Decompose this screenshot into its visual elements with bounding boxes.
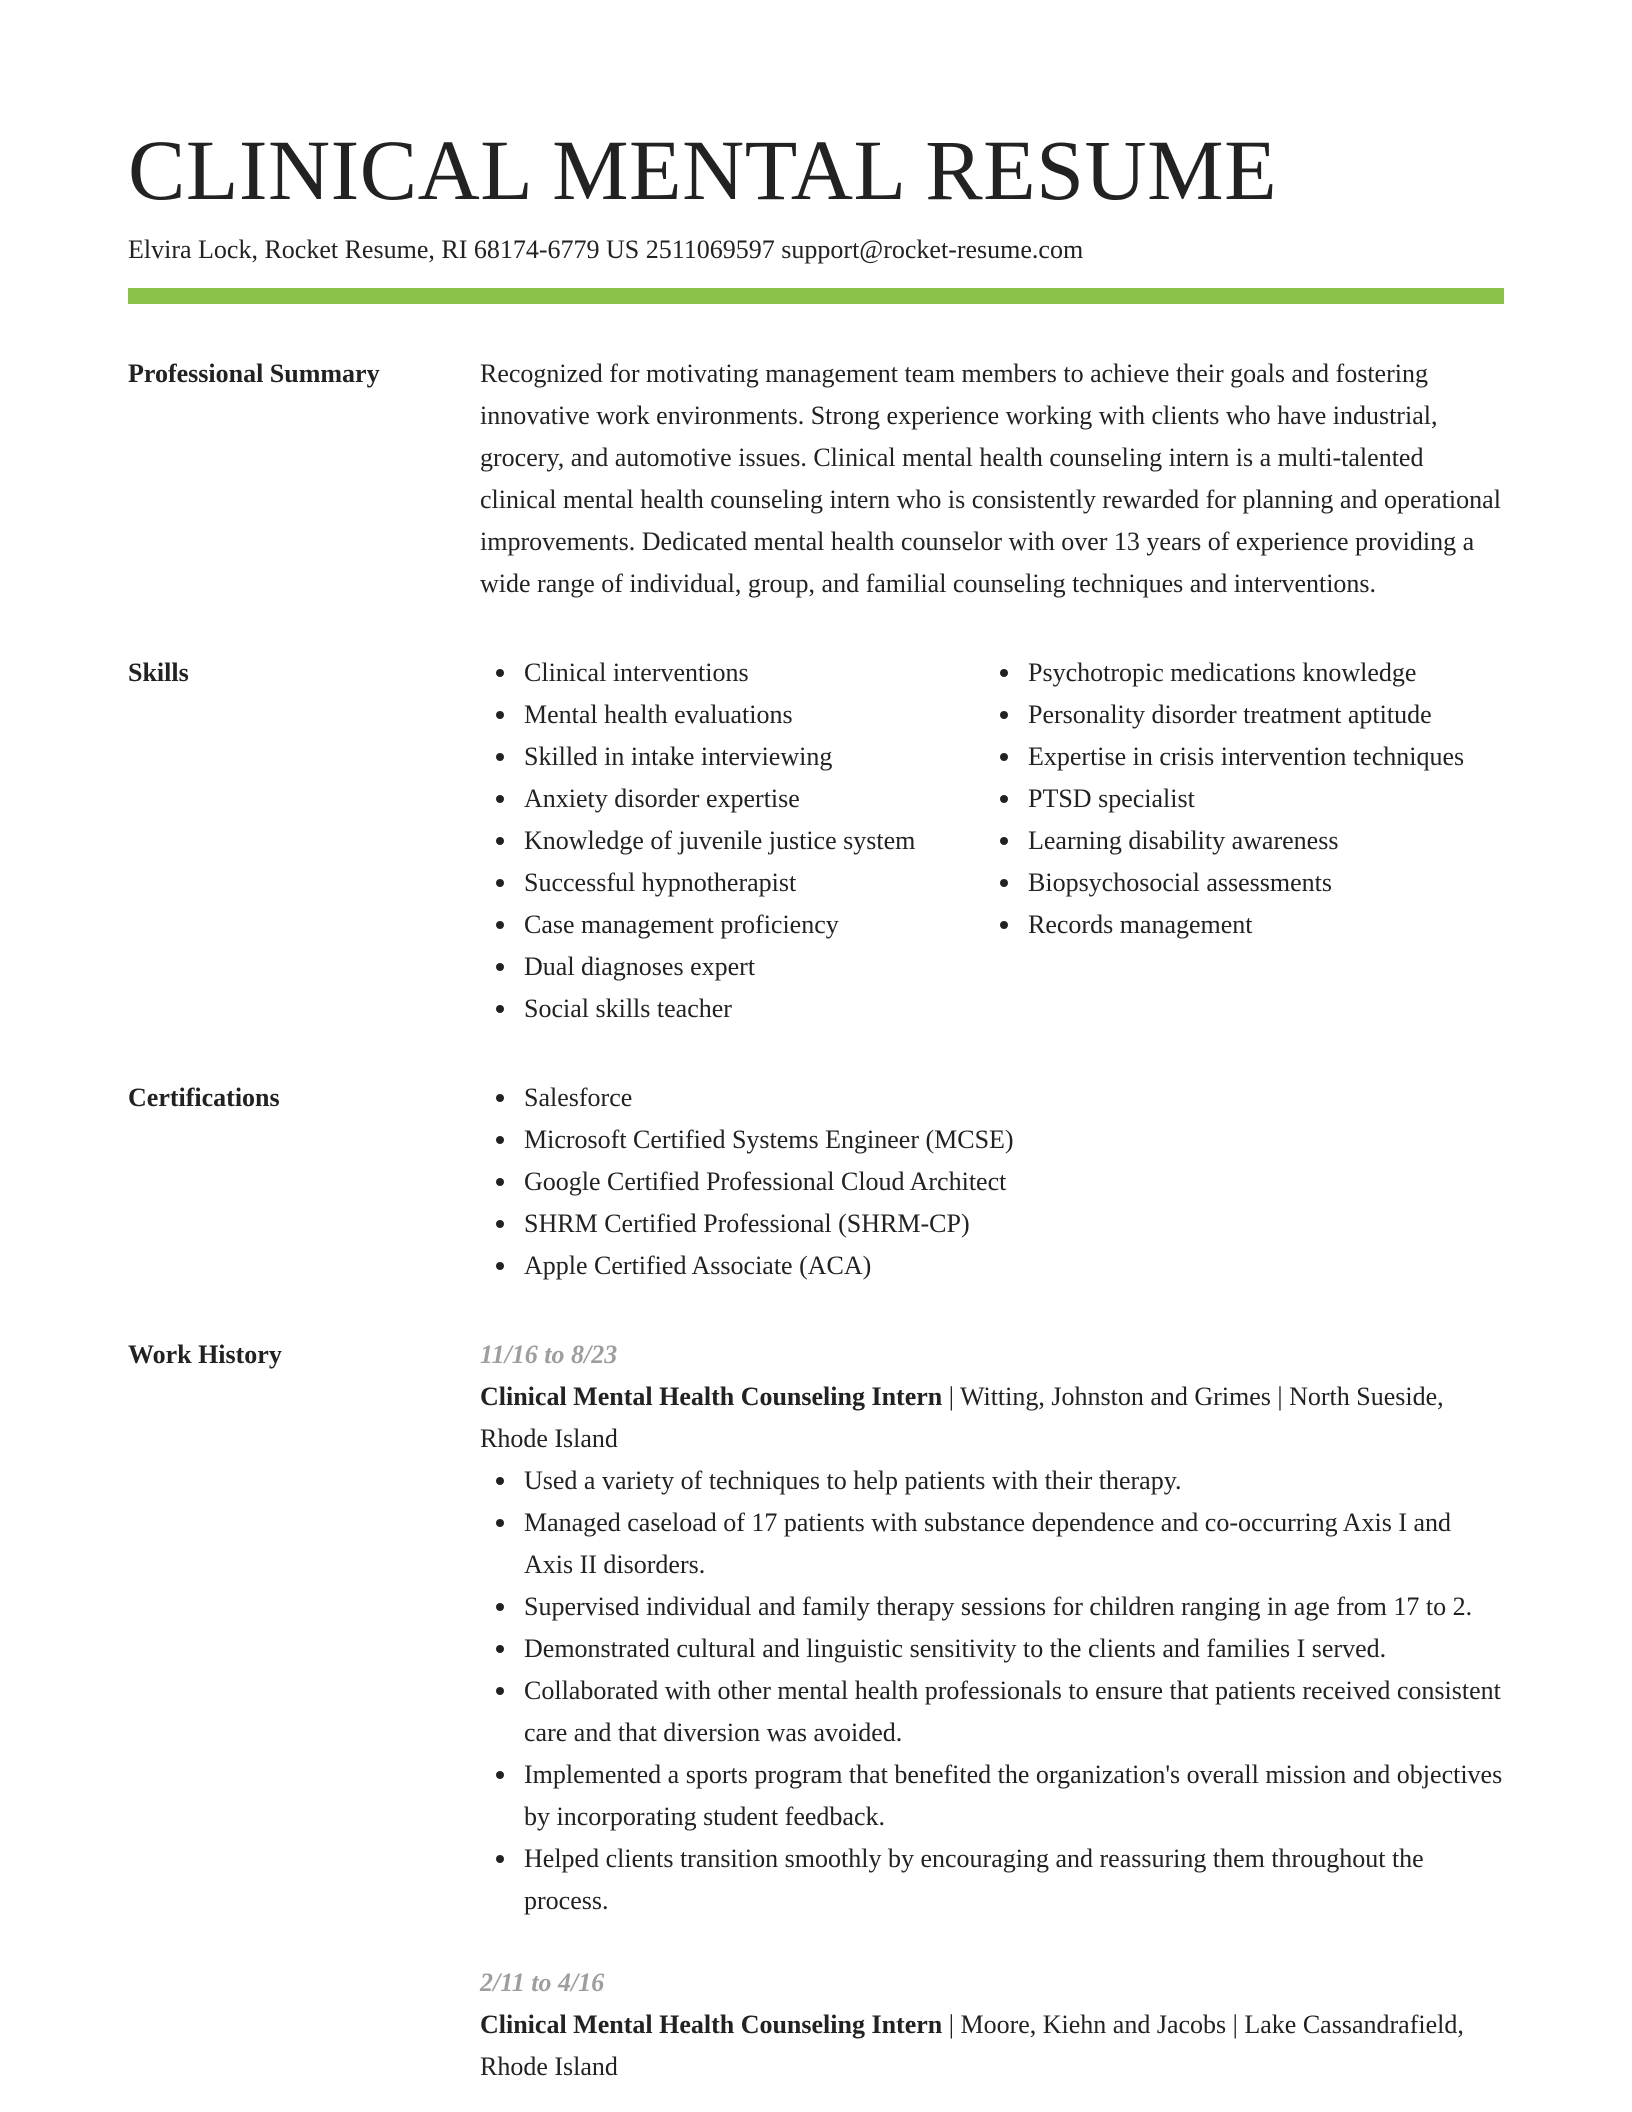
skill-item [984, 862, 1504, 904]
skill-item [984, 778, 1504, 820]
skill-item-text: Clinical interventions [524, 658, 749, 687]
job-dates: 2/11 to 4/16 [480, 1968, 605, 1997]
bullet-icon [496, 1771, 504, 1779]
certification-item-text: Google Certified Professional Cloud Architect [524, 1167, 1007, 1196]
bullet-icon [496, 879, 504, 887]
skill-item-text: Social skills teacher [524, 994, 732, 1023]
bullet-icon [496, 1855, 504, 1863]
skill-item-text: Case management proficiency [524, 910, 839, 939]
resume-title: CLINICAL MENTAL RESUME [128, 122, 1278, 218]
job-duty-item-text: Demonstrated cultural and linguistic sensitivity to the clients and families I served. [524, 1634, 1387, 1663]
skill-item [984, 820, 1504, 862]
bullet-icon [1000, 837, 1008, 845]
bullet-icon [1000, 921, 1008, 929]
skills-column-left [480, 652, 984, 1030]
bullet-icon [1000, 795, 1008, 803]
certification-item-text: Microsoft Certified Systems Engineer (MCSE) [524, 1125, 1014, 1154]
bullet-icon [1000, 669, 1008, 677]
job-dates: 11/16 to 8/23 [480, 1340, 618, 1369]
bullet-icon [496, 795, 504, 803]
skill-item [984, 736, 1504, 778]
skill-item [480, 778, 984, 820]
bullet-icon [496, 837, 504, 845]
job-duties-list [480, 1460, 1504, 1922]
job-duty-item-text: Supervised individual and family therapy sessions for children ranging in age from 17 to 2. [524, 1592, 1473, 1621]
certification-item-text: SHRM Certified Professional (SHRM-CP) [524, 1209, 970, 1238]
job-employer-location: | Moore, Kiehn and Jacobs | Lake Cassandrafield, Rhode Island [480, 2010, 1464, 2081]
job-employer-location: | Witting, Johnston and Grimes | North Sueside, Rhode Island [480, 1382, 1444, 1453]
work-history-section [128, 1337, 1504, 2088]
job-duty-item [480, 1838, 1504, 1922]
skill-item [984, 904, 1504, 946]
skill-item [480, 820, 984, 862]
bullet-icon [1000, 711, 1008, 719]
skill-item-text: Dual diagnoses expert [524, 952, 756, 981]
bullet-icon [496, 711, 504, 719]
bullet-icon [496, 963, 504, 971]
contact-line: Elvira Lock, Rocket Resume, RI 68174-6779 US 2511069597 support@rocket-resume.com [128, 235, 1084, 264]
job-role: Clinical Mental Health Counseling Intern [480, 2010, 943, 2039]
skill-item-text: Anxiety disorder expertise [524, 784, 800, 813]
work-history-body [480, 1334, 1504, 2088]
skills-list-left [480, 652, 984, 1030]
resume-page [128, 120, 1504, 2088]
skill-item-text: PTSD specialist [1028, 784, 1195, 813]
job-entry [480, 1962, 1504, 2088]
skill-item [984, 694, 1504, 736]
skills-section [128, 655, 1504, 1030]
certifications-body [480, 1077, 1504, 1287]
bullet-icon [496, 1477, 504, 1485]
job-duty-item [480, 1628, 1504, 1670]
job-entry [480, 1334, 1504, 1922]
job-duty-item-text: Managed caseload of 17 patients with substance dependence and co-occurring Axis I and Axis II disorders. [524, 1508, 1452, 1579]
skills-list-right [984, 652, 1504, 946]
bullet-icon [496, 1645, 504, 1653]
skill-item-text: Learning disability awareness [1028, 826, 1339, 855]
bullet-icon [1000, 753, 1008, 761]
job-heading [480, 1376, 1504, 1460]
job-duty-item [480, 1586, 1504, 1628]
bullet-icon [496, 921, 504, 929]
job-duty-item-text: Collaborated with other mental health professionals to ensure that patients received consistent care and that diversion was avoided. [524, 1676, 1501, 1747]
skill-item [480, 736, 984, 778]
certification-item [480, 1203, 1504, 1245]
skill-item-text: Successful hypnotherapist [524, 868, 797, 897]
summary-body [480, 353, 1504, 605]
job-heading [480, 2004, 1504, 2088]
bullet-icon [496, 1687, 504, 1695]
skill-item [480, 694, 984, 736]
skills-body [480, 652, 1504, 1030]
skill-item-text: Personality disorder treatment aptitude [1028, 700, 1432, 729]
certification-item [480, 1119, 1504, 1161]
certification-item-text: Salesforce [524, 1083, 633, 1112]
skill-item [480, 946, 984, 988]
bullet-icon [496, 1603, 504, 1611]
job-duty-item [480, 1460, 1504, 1502]
skill-item-text: Skilled in intake interviewing [524, 742, 833, 771]
certifications-label: Certifications [128, 1083, 280, 1112]
bullet-icon [496, 669, 504, 677]
skill-item [480, 862, 984, 904]
bullet-icon [496, 1136, 504, 1144]
job-duty-item [480, 1754, 1504, 1838]
skill-item-text: Knowledge of juvenile justice system [524, 826, 916, 855]
skill-item-text: Records management [1028, 910, 1253, 939]
certification-item [480, 1245, 1504, 1287]
certification-item-text: Apple Certified Associate (ACA) [524, 1251, 872, 1280]
certifications-list [480, 1077, 1504, 1287]
summary-label: Professional Summary [128, 359, 380, 388]
certification-item [480, 1161, 1504, 1203]
bullet-icon [496, 1220, 504, 1228]
job-role: Clinical Mental Health Counseling Intern [480, 1382, 943, 1411]
certification-item [480, 1077, 1504, 1119]
job-duty-item-text: Used a variety of techniques to help patients with their therapy. [524, 1466, 1182, 1495]
skill-item-text: Mental health evaluations [524, 700, 793, 729]
job-duty-item [480, 1502, 1504, 1586]
skill-item [480, 988, 984, 1030]
job-duty-item-text: Helped clients transition smoothly by encouraging and reassuring them throughout the process. [524, 1844, 1424, 1915]
summary-section [128, 356, 1504, 605]
skill-item-text: Expertise in crisis intervention techniques [1028, 742, 1465, 771]
skills-column-right [984, 652, 1504, 1030]
skill-item-text: Psychotropic medications knowledge [1028, 658, 1417, 687]
bullet-icon [496, 753, 504, 761]
bullet-icon [496, 1005, 504, 1013]
skill-item-text: Biopsychosocial assessments [1028, 868, 1333, 897]
job-duty-item [480, 1670, 1504, 1754]
bullet-icon [496, 1178, 504, 1186]
bullet-icon [1000, 879, 1008, 887]
certifications-section [128, 1080, 1504, 1287]
skill-item [480, 904, 984, 946]
bullet-icon [496, 1094, 504, 1102]
work-history-label: Work History [128, 1340, 282, 1369]
job-duty-item-text: Implemented a sports program that benefited the organization's overall mission and objectives by incorporating student feedback. [524, 1760, 1503, 1831]
bullet-icon [496, 1262, 504, 1270]
skills-label: Skills [128, 658, 189, 687]
accent-divider [128, 288, 1504, 304]
skill-item [984, 652, 1504, 694]
summary-text: Recognized for motivating management team members to achieve their goals and fostering innovative work environments. Strong experience working with clients who have industrial, grocery, and automotive issues. Clinical mental health counseling intern is a multi-talented clinical mental health counseling intern who is consistently rewarded for planning and operational improvements. Dedicated mental health counselor with over 13 years of experience providing a wide range of individual, group, and familial counseling techniques and interventions. [480, 359, 1501, 598]
skill-item [480, 652, 984, 694]
bullet-icon [496, 1519, 504, 1527]
